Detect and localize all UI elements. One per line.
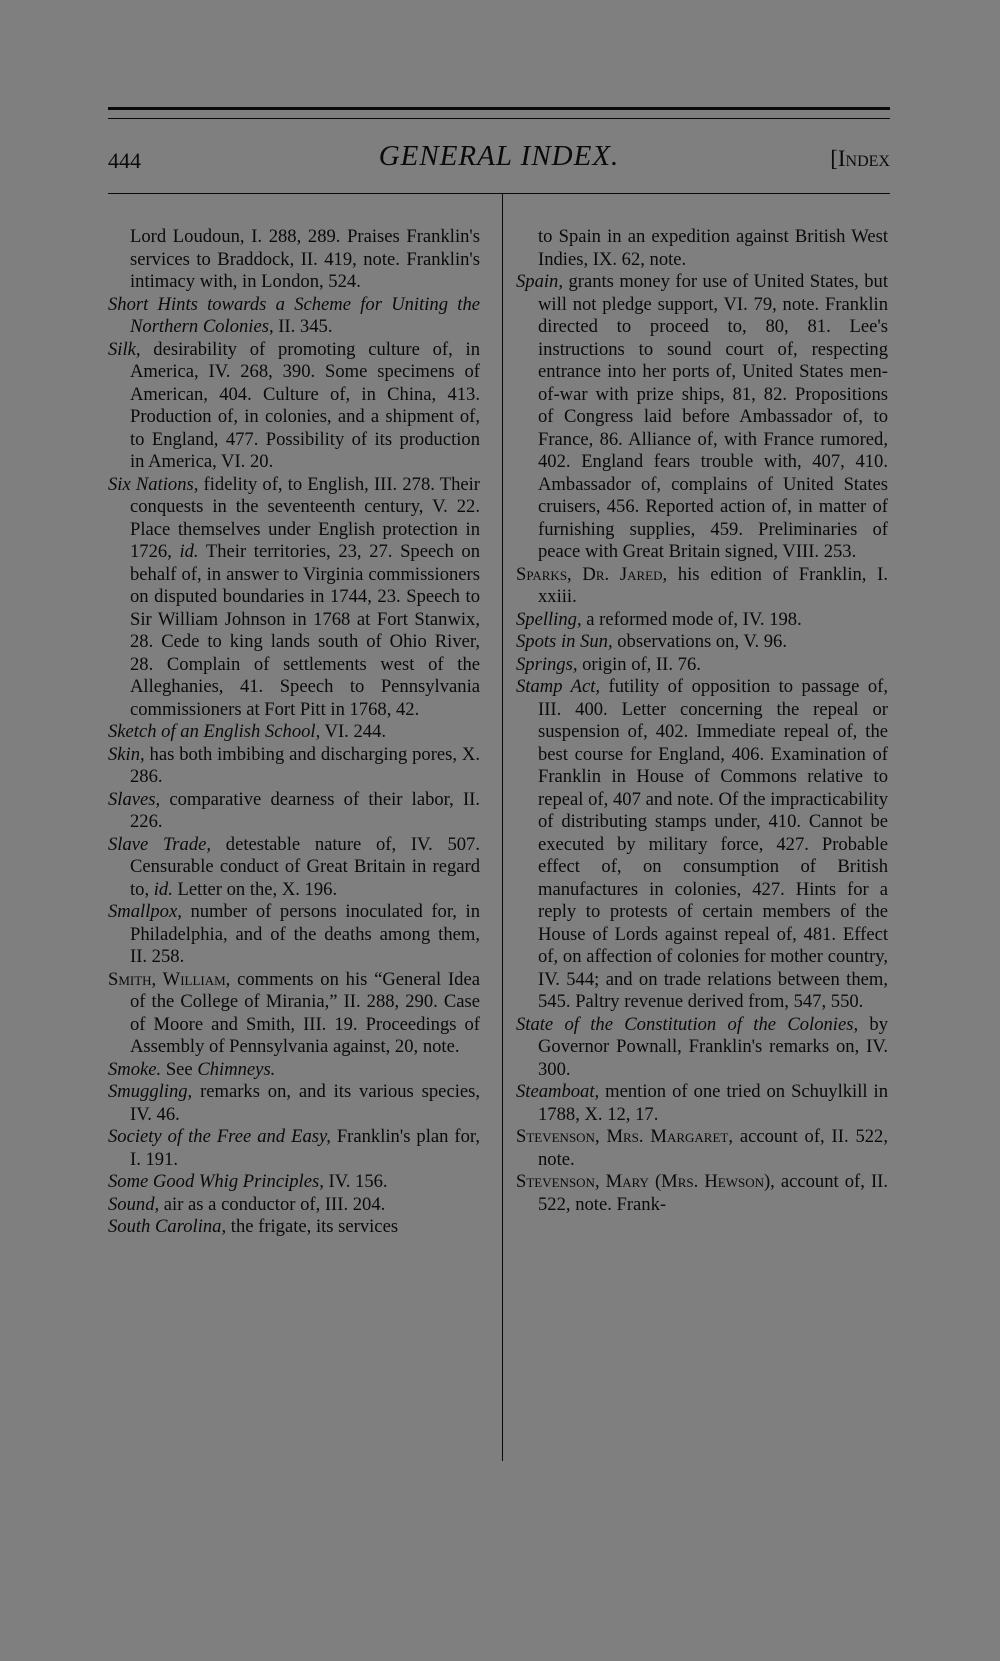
index-entry: Sound, air as a conductor of, III. 204. xyxy=(108,1193,386,1215)
index-entry: Six Nations, fidelity of, to English, III. 278. Their conquests in the seventeenth century, V. 22. Place themselves under English protection in 1726, id. Their territories, 23, 27. Speech on behalf of, in answer to Virginia commissioners on disputed boundaries in 1744, 23. Speech to Sir William Johnson in 1768 at Fort Stanwix, 28. Cede to king lands south of Ohio River, 28. Complain of settlements west of the Alleghanies, 41. Speech to Pennsylvania commissioners at Fort Pitt in 1768, 42. xyxy=(108,473,480,720)
column-divider xyxy=(502,193,503,1461)
index-entry: Spain, grants money for use of United States, but will not pledge support, VI. 79, note. Franklin directed to proceed to, 80, 81. Lee's instructions to sound court of, respecting entrance into her ports of, United States men-of-war with prize ships, 81, 82. Propositions of Congress laid before Ambassador of, to France, 86. Alliance of, with France rumored, 402. England fears trouble with, 407, 410. Ambassador of, complains of United States cruisers, 456. Reported action of, in matter of furnishing supplies, 459. Preliminaries of peace with Great Britain signed, VIII. 253. xyxy=(516,271,888,562)
top-double-rule xyxy=(108,107,890,110)
index-entry: Short Hints towards a Scheme for Uniting the Northern Colonies, II. 345. xyxy=(108,293,480,337)
index-entry: South Carolina, the frigate, its services xyxy=(108,1216,399,1237)
index-entry: Steamboat, mention of one tried on Schuylkill in 1788, X. 12, 17. xyxy=(516,1081,888,1125)
index-entry: to Spain in an expedition against British West Indies, IX. 62, note. xyxy=(538,226,888,270)
index-entry: Smoke. See Chimneys. xyxy=(108,1058,276,1080)
index-entry: Stevenson, Mrs. Margaret, account of, II. 522, note. xyxy=(516,1126,889,1170)
index-entry: Stamp Act, futility of opposition to passage of, III. 400. Letter concerning the repeal or suspension of, 402. Immediate repeal of, the best course for England, 406. Examination of Franklin in House of Commons relative to repeal of, 407 and note. Of the impracticability of distributing stamps under, 410. Cannot be executed by military force, 427. Probable effect of, on consumption of British manufactures in colonies, 427. Hints for a reply to protests of certain members of the House of Lords against repeal of, 481. Effect of, on affection of colonies for mother country, IV. 544; and on trade relations between them, 545. Paltry revenue derived from, 547, 550. xyxy=(516,676,888,1012)
index-entry: Sketch of an English School, VI. 244. xyxy=(108,721,387,742)
index-entry: Skin, has both imbibing and discharging pores, X. 286. xyxy=(108,743,480,787)
index-entry: Smallpox, number of persons inoculated for, in Philadelphia, and of the deaths among them, II. 258. xyxy=(108,901,480,967)
header-rule xyxy=(108,193,890,194)
right-column xyxy=(516,226,888,1216)
index-entry: Springs, origin of, II. 76. xyxy=(516,653,701,675)
index-entry: Stevenson, Mary (Mrs. Hewson), account of, II. 522, note. Frank- xyxy=(516,1171,888,1215)
running-title: GENERAL INDEX. xyxy=(378,140,620,172)
index-entry: Slave Trade, detestable nature of, IV. 507. Censurable conduct of Great Britain in regard to, id. Letter on the, X. 196. xyxy=(108,833,480,900)
page-number: 444 xyxy=(108,148,141,173)
index-entry: Some Good Whig Principles, IV. 156. xyxy=(108,1171,388,1192)
index-entry: Spots in Sun, observations on, V. 96. xyxy=(516,631,788,652)
left-column xyxy=(108,226,480,1239)
index-entry: Silk, desirability of promoting culture of, in America, IV. 268, 390. Some specimens of American, 404. Culture of, in China, 413. Production of, in colonies, and a shipment of, to England, 477. Possibility of its production in America, VI. 20. xyxy=(108,338,480,472)
index-entry: Sparks, Dr. Jared, his edition of Franklin, I. xxiii. xyxy=(516,563,888,607)
index-entry: State of the Constitution of the Colonies, by Governor Pownall, Franklin's remarks on, IV. 300. xyxy=(516,1013,888,1080)
index-entry: Society of the Free and Easy, Franklin's plan for, I. 191. xyxy=(108,1126,481,1170)
index-entry: Lord Loudoun, I. 288, 289. Praises Franklin's services to Braddock, II. 419, note. Franklin's intimacy with, in London, 524. xyxy=(130,226,480,292)
index-entry: Spelling, a reformed mode of, IV. 198. xyxy=(516,608,802,630)
top-thin-rule xyxy=(108,118,890,119)
index-entry: Smith, William, comments on his “General Idea of the College of Mirania,” II. 288, 290. Case of Moore and Smith, III. 19. Proceedings of Assembly of Pennsylvania against, 20, note. xyxy=(108,968,480,1057)
section-label: [Index xyxy=(830,146,890,171)
index-entry: Slaves, comparative dearness of their labor, II. 226. xyxy=(108,788,480,832)
page-header xyxy=(108,140,890,180)
index-entry: Smuggling, remarks on, and its various species, IV. 46. xyxy=(108,1081,480,1125)
